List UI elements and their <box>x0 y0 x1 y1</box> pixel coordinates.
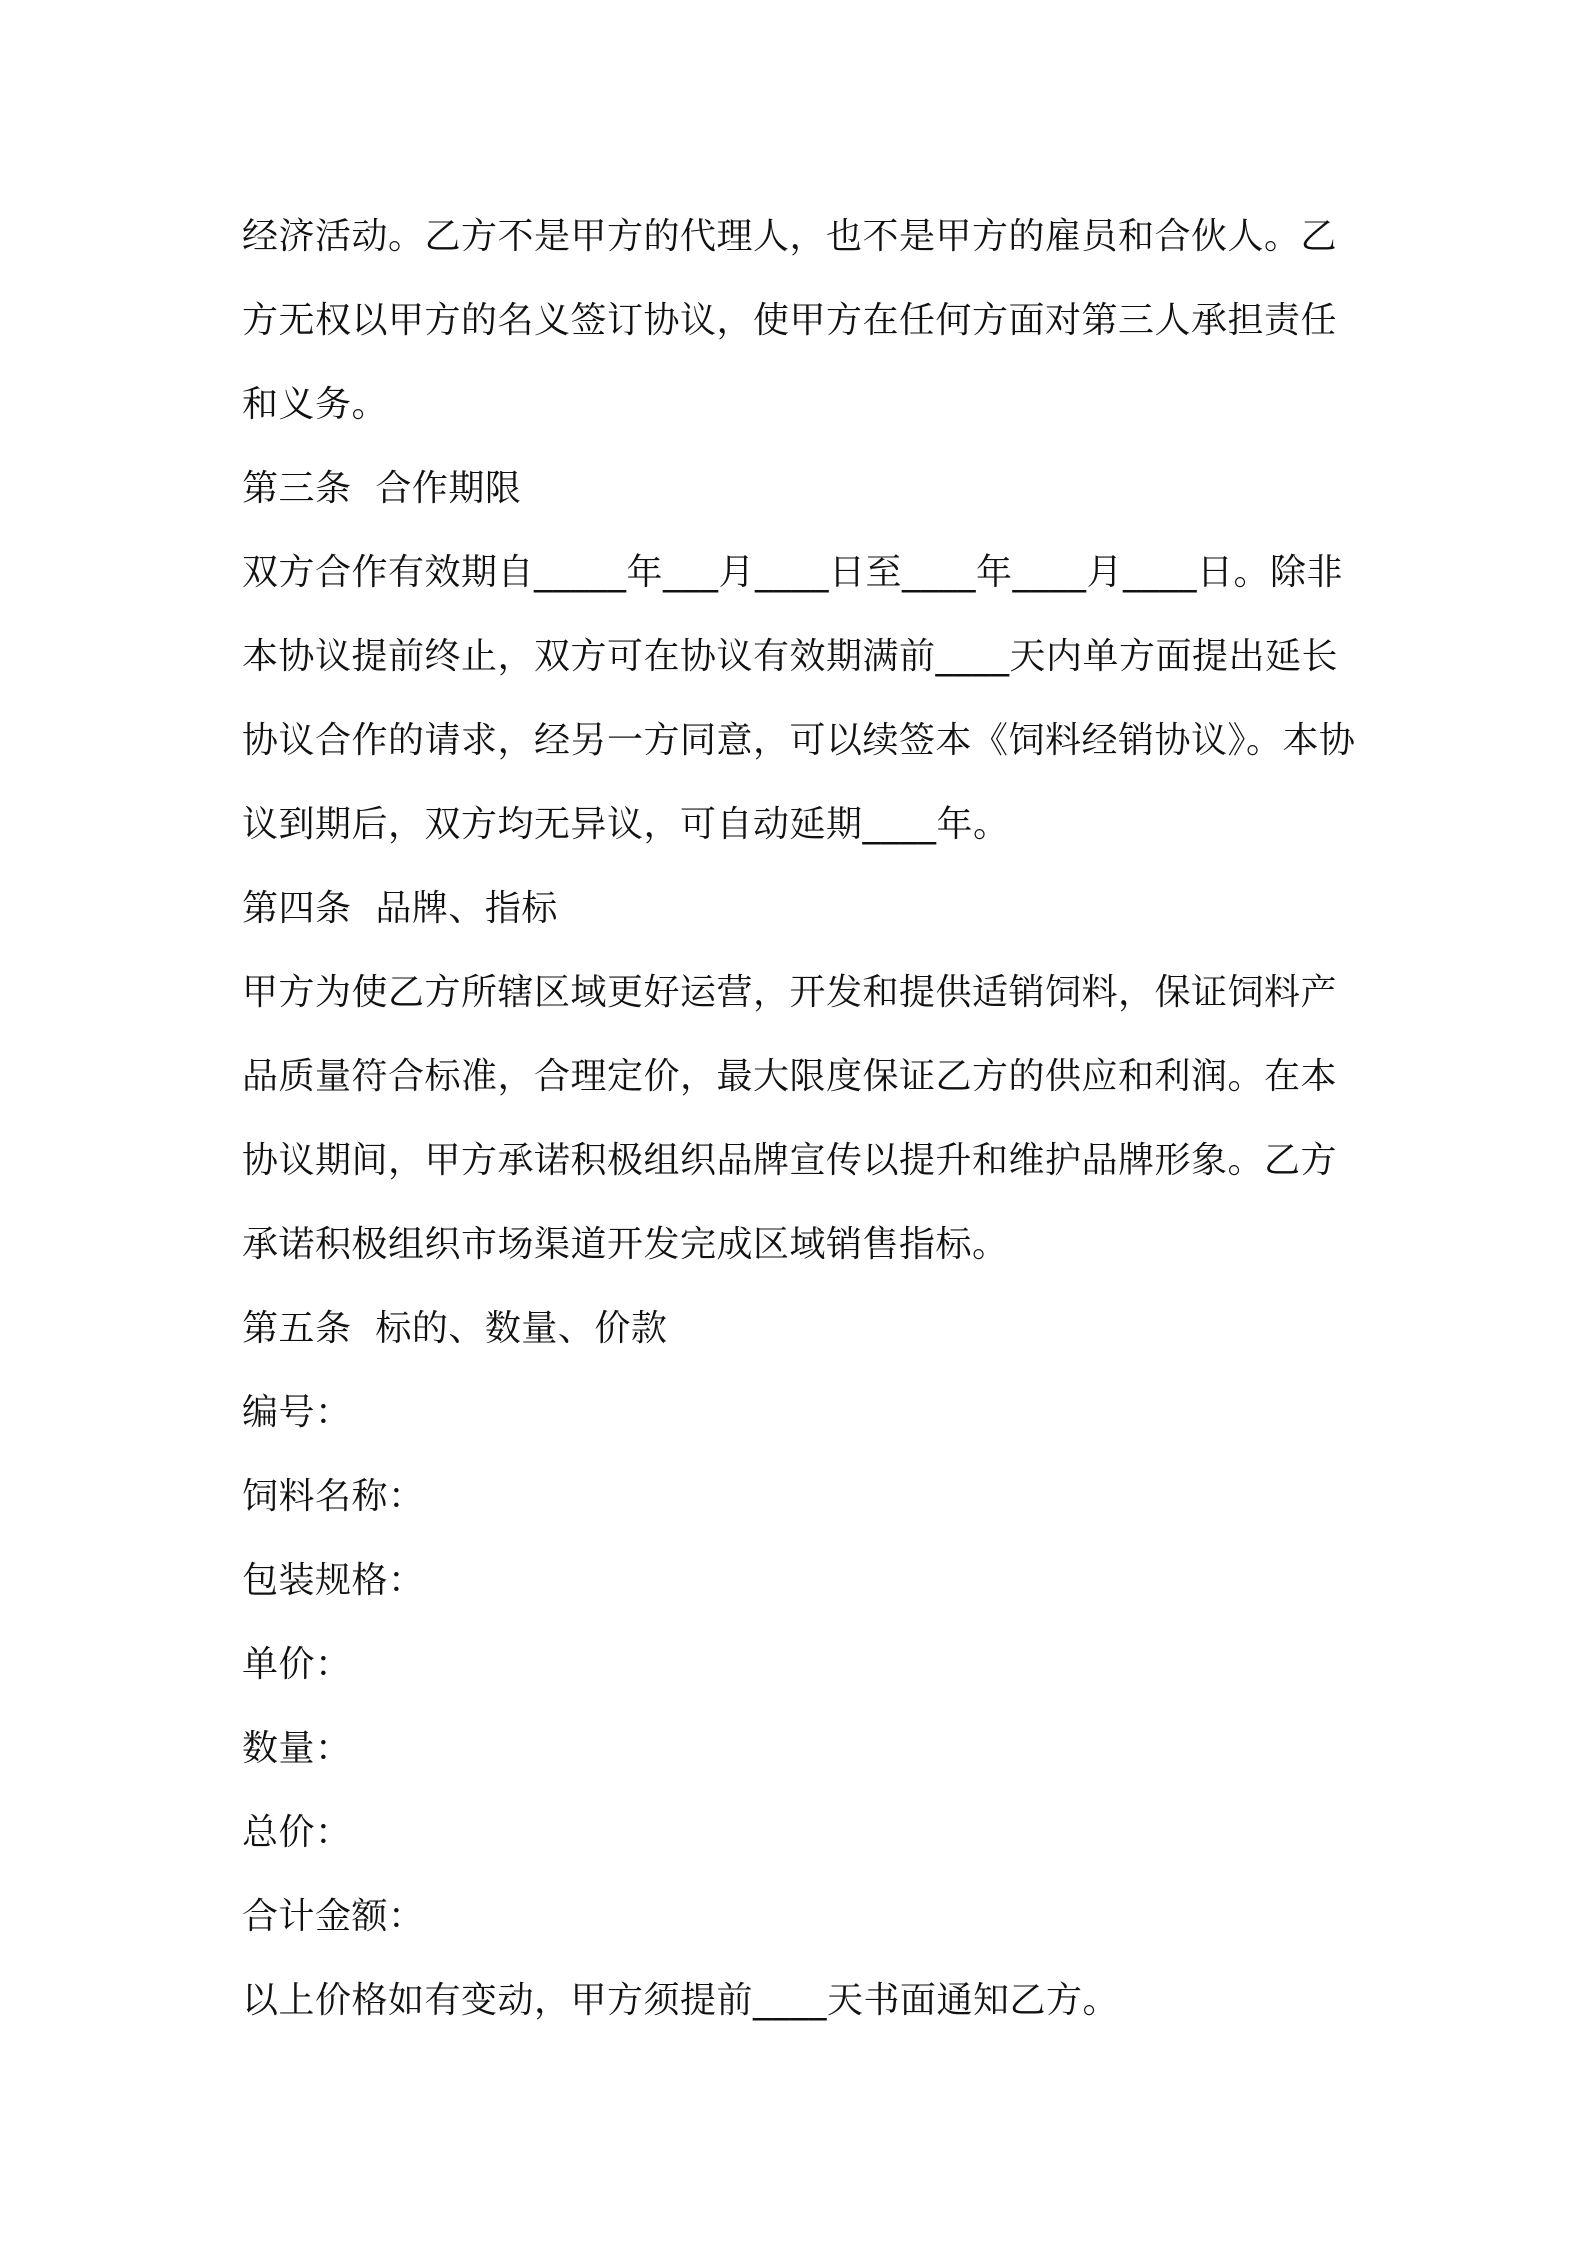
field-unit-price: 单价： <box>242 1644 352 1685</box>
section-heading-article-3: 第三条 合作期限 <box>242 468 522 509</box>
document-body <box>242 195 1360 2043</box>
field-quantity: 数量： <box>242 1728 352 1769</box>
field-feed-name: 饲料名称： <box>242 1476 425 1517</box>
paragraph-price-change-notice: 以上价格如有变动，甲方须提前____天书面通知乙方。 <box>242 1980 1120 2021</box>
field-package-spec: 包装规格： <box>242 1560 425 1601</box>
field-number: 编号： <box>242 1392 352 1433</box>
paragraph-agency-clause: 经济活动。乙方不是甲方的代理人，也不是甲方的雇员和合伙人。乙方无权以甲方的名义签订协议，使甲方在任何方面对第三人承担责任和义务。 <box>242 216 1338 425</box>
field-total-price: 总价： <box>242 1812 352 1853</box>
paragraph-brand-targets: 甲方为使乙方所辖区域更好运营，开发和提供适销饲料，保证饲料产品质量符合标准，合理定价，最大限度保证乙方的供应和利润。在本协议期间，甲方承诺积极组织品牌宣传以提升和维护品牌形象。乙方承诺积极组织市场渠道开发完成区域销售指标。 <box>242 972 1338 1265</box>
field-total-amount: 合计金额： <box>242 1896 425 1937</box>
section-heading-article-4: 第四条 品牌、指标 <box>242 888 558 929</box>
section-heading-article-5: 第五条 标的、数量、价款 <box>242 1308 668 1349</box>
paragraph-cooperation-term: 双方合作有效期自_____年___月____日至____年____月____日。除非本协议提前终止，双方可在协议有效期满前____天内单方面提出延长协议合作的请求，经另一方同意，可以续签本《饲料经销协议》。本协议到期后，双方均无异议，可自动延期____年。 <box>242 552 1356 845</box>
